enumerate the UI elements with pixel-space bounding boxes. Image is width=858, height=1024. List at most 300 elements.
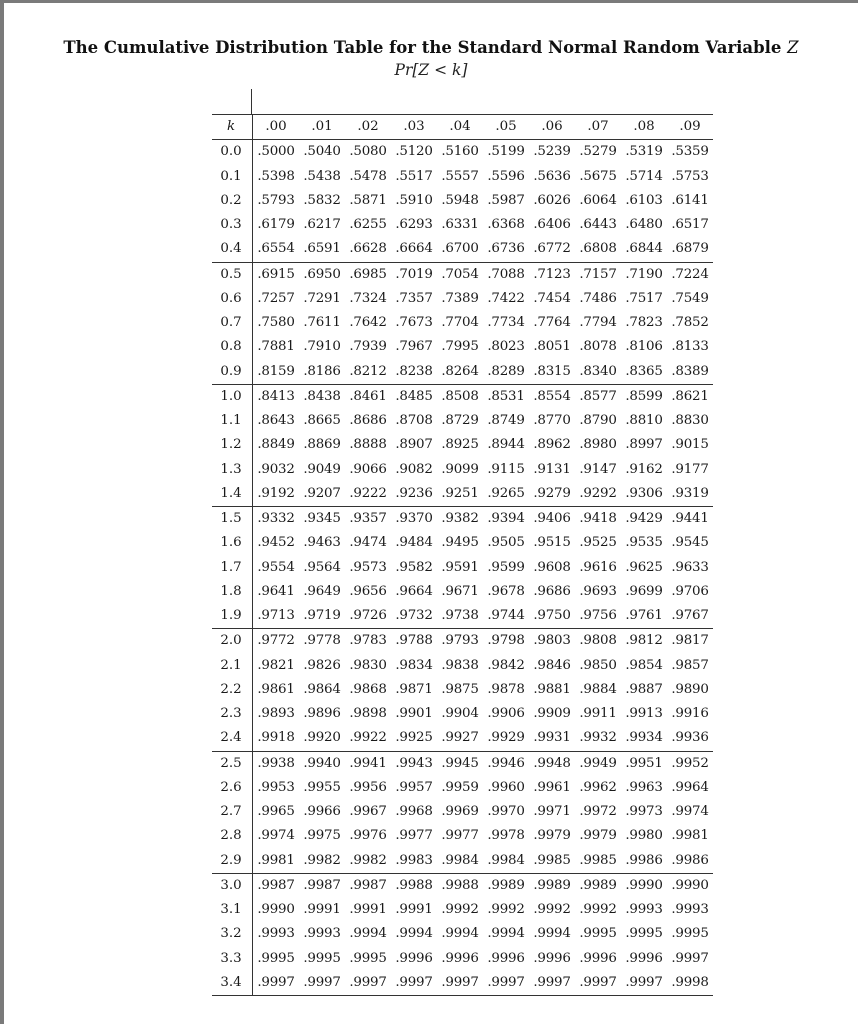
probability-cell: .7422	[487, 290, 525, 306]
k-value-cell: 3.4	[212, 971, 253, 996]
probability-cell: .7910	[303, 339, 341, 355]
table-row	[212, 507, 713, 532]
probability-cell: .8485	[391, 384, 437, 409]
probability-cell: .7190	[621, 262, 667, 287]
probability-cell: .9826	[303, 657, 341, 673]
probability-cell: .9993	[625, 902, 663, 917]
k-value-cell: 0.2	[212, 189, 253, 213]
probability-cell: .7123	[529, 262, 575, 287]
probability-cell: .9265	[487, 485, 525, 501]
probability-cell: .9834	[395, 657, 433, 673]
probability-cell: .7852	[671, 315, 709, 330]
probability-cell: .8686	[349, 413, 387, 428]
probability-cell: .9925	[395, 730, 433, 746]
probability-cell: .9554	[257, 559, 295, 575]
probability-cell: .7995	[441, 339, 479, 355]
table-row	[212, 165, 713, 189]
probability-cell: .6700	[441, 241, 479, 257]
probability-cell: .9997	[621, 971, 667, 996]
probability-cell: .6554	[257, 241, 295, 257]
probability-cell: .9988	[391, 873, 437, 898]
probability-cell: .9989	[575, 873, 621, 898]
probability-cell: .9896	[303, 706, 341, 721]
probability-cell: .9911	[579, 706, 617, 721]
probability-cell: .9406	[529, 507, 575, 532]
table-row	[212, 360, 713, 385]
probability-cell: .9979	[533, 828, 571, 844]
k-value-cell: 2.4	[212, 726, 253, 751]
probability-cell: .9969	[441, 804, 479, 819]
probability-cell: .5359	[671, 144, 709, 160]
probability-cell: .9838	[441, 657, 479, 673]
probability-cell: .9871	[395, 681, 433, 697]
table-header-row	[212, 115, 713, 140]
probability-cell: .9957	[395, 779, 433, 795]
probability-cell: .6255	[349, 217, 387, 232]
probability-cell: .9633	[671, 559, 709, 575]
k-value-cell: 1.3	[212, 458, 253, 482]
table-row	[212, 384, 713, 409]
probability-cell: .7734	[487, 315, 525, 330]
k-value-cell: 2.5	[212, 751, 253, 776]
table-row	[212, 556, 713, 580]
probability-cell: .8078	[579, 339, 617, 355]
probability-cell: .8106	[625, 339, 663, 355]
table-row	[212, 678, 713, 702]
probability-cell: .9686	[533, 583, 571, 599]
k-value-cell: 0.6	[212, 287, 253, 311]
probability-cell: .8790	[579, 413, 617, 428]
probability-cell: .9798	[483, 629, 529, 654]
probability-cell: .5557	[441, 168, 479, 184]
probability-cell: .9983	[395, 852, 433, 868]
probability-cell: .9986	[671, 852, 709, 868]
probability-cell: .9726	[349, 608, 387, 623]
probability-cell: .6406	[533, 217, 571, 232]
probability-cell: .9904	[441, 706, 479, 721]
probability-cell: .9991	[395, 902, 433, 917]
probability-cell: .9505	[487, 535, 525, 551]
probability-cell: .9788	[391, 629, 437, 654]
probability-cell: .9927	[441, 730, 479, 746]
probability-cell: .9974	[671, 804, 709, 819]
table-row	[212, 482, 713, 507]
k-value-cell: 2.1	[212, 654, 253, 678]
k-value-cell: 3.2	[212, 922, 253, 946]
probability-cell: .5753	[671, 168, 709, 184]
probability-cell: .9994	[349, 926, 387, 942]
probability-cell: .9997	[299, 971, 345, 996]
cdf-table	[212, 114, 713, 996]
probability-cell: .9992	[579, 902, 617, 917]
probability-cell: .9961	[533, 779, 571, 795]
table-row	[212, 922, 713, 946]
probability-cell: .7704	[441, 315, 479, 330]
table-row	[212, 702, 713, 726]
probability-cell: .8315	[533, 363, 571, 379]
k-value-cell: 0.8	[212, 335, 253, 359]
probability-cell: .9382	[437, 507, 483, 532]
probability-cell: .9418	[575, 507, 621, 532]
k-value-cell: 1.7	[212, 556, 253, 580]
probability-cell: .6985	[345, 262, 391, 287]
probability-cell: .8869	[303, 437, 341, 453]
title-text: The Cumulative Distribution Table for the Standard Normal Random Variable	[63, 38, 782, 57]
table-row	[212, 189, 713, 213]
probability-cell: .6844	[625, 241, 663, 257]
probability-cell: .7611	[303, 315, 341, 330]
probability-cell: .8907	[395, 437, 433, 453]
probability-cell: .5160	[441, 144, 479, 160]
k-value-cell: 2.8	[212, 824, 253, 848]
probability-cell: .8849	[257, 437, 295, 453]
probability-cell: .8770	[533, 413, 571, 428]
table-row	[212, 654, 713, 678]
probability-cell: .9591	[441, 559, 479, 575]
probability-cell: .9965	[257, 804, 295, 819]
table-row	[212, 751, 713, 776]
page-subtitle: Pr[Z < k]	[394, 61, 468, 79]
probability-cell: .8708	[395, 413, 433, 428]
probability-cell: .6736	[487, 241, 525, 257]
probability-cell: .9984	[487, 852, 525, 868]
probability-cell: .9842	[487, 657, 525, 673]
probability-cell: .9319	[671, 485, 709, 501]
probability-cell: .9985	[579, 852, 617, 868]
table-row	[212, 213, 713, 237]
k-value-cell: 3.1	[212, 898, 253, 922]
probability-cell: .8051	[533, 339, 571, 355]
table-row	[212, 776, 713, 800]
probability-cell: .9988	[437, 873, 483, 898]
probability-cell: .9306	[625, 485, 663, 501]
probability-cell: .9525	[579, 535, 617, 551]
probability-cell: .5832	[303, 192, 341, 208]
probability-cell: .9998	[667, 971, 713, 996]
probability-cell: .9976	[349, 828, 387, 844]
probability-cell: .8665	[303, 413, 341, 428]
probability-cell: .9452	[257, 535, 295, 551]
probability-cell: .9131	[533, 461, 571, 477]
probability-cell: .9987	[253, 873, 300, 898]
probability-cell: .9997	[529, 971, 575, 996]
probability-cell: .9898	[349, 706, 387, 721]
probability-cell: .9996	[487, 950, 525, 966]
probability-cell: .9719	[303, 608, 341, 623]
table-row	[212, 140, 713, 165]
probability-cell: .9656	[349, 583, 387, 599]
probability-cell: .9977	[441, 828, 479, 844]
probability-cell: .9955	[303, 779, 341, 795]
probability-cell: .8461	[345, 384, 391, 409]
probability-cell: .9934	[625, 730, 663, 746]
probability-cell: .5987	[487, 192, 525, 208]
k-value-cell: 2.3	[212, 702, 253, 726]
probability-cell: .9997	[437, 971, 483, 996]
probability-cell: .9918	[257, 730, 295, 746]
table-row	[212, 311, 713, 335]
probability-cell: .9793	[437, 629, 483, 654]
probability-cell: .9995	[349, 950, 387, 966]
probability-cell: .9981	[671, 828, 709, 844]
probability-cell: .9970	[487, 804, 525, 819]
column-header: .07	[575, 115, 621, 140]
probability-cell: .9979	[579, 828, 617, 844]
table-row	[212, 287, 713, 311]
probability-cell: .9985	[533, 852, 571, 868]
probability-cell: .6480	[625, 217, 663, 232]
probability-cell: .9906	[487, 706, 525, 721]
table-row	[212, 629, 713, 654]
probability-cell: .9463	[303, 535, 341, 551]
probability-cell: .9964	[671, 779, 709, 795]
probability-cell: .9015	[671, 437, 709, 453]
probability-cell: .8888	[349, 437, 387, 453]
probability-cell: .9292	[579, 485, 617, 501]
probability-cell: .7673	[395, 315, 433, 330]
probability-cell: .9962	[579, 779, 617, 795]
probability-cell: .9990	[621, 873, 667, 898]
probability-cell: .7019	[391, 262, 437, 287]
k-column-header: k	[212, 115, 253, 140]
table-row	[212, 873, 713, 898]
probability-cell: .7517	[625, 290, 663, 306]
probability-cell: .9953	[257, 779, 295, 795]
probability-cell: .9808	[575, 629, 621, 654]
probability-cell: .9963	[625, 779, 663, 795]
probability-cell: .9975	[303, 828, 341, 844]
probability-cell: .8133	[671, 339, 709, 355]
probability-cell: .9850	[579, 657, 617, 673]
probability-cell: .5517	[395, 168, 433, 184]
probability-cell: .9817	[667, 629, 713, 654]
probability-cell: .9977	[395, 828, 433, 844]
column-header: .06	[529, 115, 575, 140]
probability-cell: .9981	[257, 852, 295, 868]
probability-cell: .9846	[533, 657, 571, 673]
probability-cell: .6517	[671, 217, 709, 232]
probability-cell: .8159	[257, 363, 295, 379]
probability-cell: .9699	[625, 583, 663, 599]
probability-cell: .9916	[671, 706, 709, 721]
probability-cell: .9997	[671, 950, 709, 966]
probability-cell: .8340	[579, 363, 617, 379]
probability-cell: .6026	[533, 192, 571, 208]
probability-cell: .6064	[579, 192, 617, 208]
probability-cell: .7642	[349, 315, 387, 330]
probability-cell: .9951	[621, 751, 667, 776]
probability-cell: .6628	[349, 241, 387, 257]
k-value-cell: 0.5	[212, 262, 253, 287]
probability-cell: .6141	[671, 192, 709, 208]
probability-cell: .8944	[487, 437, 525, 453]
probability-cell: .9861	[257, 681, 295, 697]
probability-cell: .9996	[533, 950, 571, 966]
probability-cell: .9978	[487, 828, 525, 844]
probability-cell: .5279	[579, 144, 617, 160]
probability-cell: .6331	[441, 217, 479, 232]
probability-cell: .5319	[625, 144, 663, 160]
probability-cell: .9994	[487, 926, 525, 942]
probability-cell: .9986	[625, 852, 663, 868]
probability-cell: .9884	[579, 681, 617, 697]
probability-cell: .9207	[303, 485, 341, 501]
probability-cell: .9222	[349, 485, 387, 501]
probability-cell: .7324	[349, 290, 387, 306]
probability-cell: .5239	[533, 144, 571, 160]
probability-cell: .9854	[625, 657, 663, 673]
probability-cell: .9693	[579, 583, 617, 599]
probability-cell: .9966	[303, 804, 341, 819]
probability-cell: .9573	[349, 559, 387, 575]
probability-cell: .9864	[303, 681, 341, 697]
table-row	[212, 335, 713, 359]
column-header: .01	[299, 115, 345, 140]
probability-cell: .5636	[533, 168, 571, 184]
probability-cell: .8925	[441, 437, 479, 453]
probability-cell: .9082	[395, 461, 433, 477]
probability-cell: .9236	[395, 485, 433, 501]
probability-cell: .7291	[303, 290, 341, 306]
probability-cell: .9909	[533, 706, 571, 721]
probability-cell: .7486	[579, 290, 617, 306]
probability-cell: .9812	[621, 629, 667, 654]
k-value-cell: 0.0	[212, 140, 253, 165]
probability-cell: .9920	[303, 730, 341, 746]
probability-cell: .7088	[483, 262, 529, 287]
probability-cell: .9515	[533, 535, 571, 551]
page-title	[4, 38, 858, 57]
probability-cell: .9032	[257, 461, 295, 477]
probability-cell: .8554	[529, 384, 575, 409]
probability-cell: .5948	[441, 192, 479, 208]
probability-cell: .6103	[625, 192, 663, 208]
probability-cell: .5398	[257, 168, 295, 184]
probability-cell: .9147	[579, 461, 617, 477]
probability-cell: .7224	[667, 262, 713, 287]
probability-cell: .9987	[345, 873, 391, 898]
probability-cell: .9948	[529, 751, 575, 776]
probability-cell: .9982	[349, 852, 387, 868]
probability-cell: .9936	[671, 730, 709, 746]
probability-cell: .9625	[625, 559, 663, 575]
probability-cell: .7881	[257, 339, 295, 355]
probability-cell: .8531	[483, 384, 529, 409]
probability-cell: .8643	[257, 413, 295, 428]
probability-cell: .9994	[533, 926, 571, 942]
probability-cell: .9997	[253, 971, 300, 996]
table-row	[212, 849, 713, 874]
k-value-cell: 1.0	[212, 384, 253, 409]
table-row	[212, 531, 713, 555]
probability-cell: .6950	[299, 262, 345, 287]
probability-cell: .9974	[257, 828, 295, 844]
probability-cell: .9890	[671, 681, 709, 697]
probability-cell: .9971	[533, 804, 571, 819]
probability-cell: .5438	[303, 168, 341, 184]
table-row	[212, 458, 713, 482]
probability-cell: .9495	[441, 535, 479, 551]
probability-cell: .9996	[625, 950, 663, 966]
probability-cell: .7257	[257, 290, 295, 306]
probability-cell: .5793	[257, 192, 295, 208]
probability-cell: .6591	[303, 241, 341, 257]
k-value-cell: 3.3	[212, 947, 253, 971]
probability-cell: .5871	[349, 192, 387, 208]
k-value-cell: 1.8	[212, 580, 253, 604]
probability-cell: .8289	[487, 363, 525, 379]
probability-cell: .9868	[349, 681, 387, 697]
probability-cell: .7794	[579, 315, 617, 330]
probability-cell: .7389	[441, 290, 479, 306]
probability-cell: .9901	[395, 706, 433, 721]
probability-cell: .5000	[257, 144, 295, 160]
probability-cell: .9535	[625, 535, 663, 551]
column-header: .08	[621, 115, 667, 140]
probability-cell: .7549	[671, 290, 709, 306]
probability-cell: .7454	[533, 290, 571, 306]
probability-cell: .7157	[575, 262, 621, 287]
probability-cell: .9713	[257, 608, 295, 623]
probability-cell: .9994	[395, 926, 433, 942]
probability-cell: .9750	[533, 608, 571, 623]
k-value-cell: 1.1	[212, 409, 253, 433]
probability-cell: .8389	[671, 363, 709, 379]
probability-cell: .9671	[441, 583, 479, 599]
probability-cell: .6443	[579, 217, 617, 232]
probability-cell: .8577	[575, 384, 621, 409]
probability-cell: .5120	[395, 144, 433, 160]
probability-cell: .9987	[299, 873, 345, 898]
probability-cell: .9929	[487, 730, 525, 746]
probability-cell: .9875	[441, 681, 479, 697]
table-body	[212, 140, 713, 996]
probability-cell: .9996	[395, 950, 433, 966]
probability-cell: .9997	[575, 971, 621, 996]
probability-cell: .9994	[441, 926, 479, 942]
probability-cell: .9582	[395, 559, 433, 575]
probability-cell: .9991	[303, 902, 341, 917]
probability-cell: .9943	[391, 751, 437, 776]
probability-cell: .9995	[625, 926, 663, 942]
table-row	[212, 947, 713, 971]
probability-cell: .9996	[441, 950, 479, 966]
probability-cell: .9177	[671, 461, 709, 477]
probability-cell: .9959	[441, 779, 479, 795]
probability-cell: .6179	[257, 217, 295, 232]
probability-cell: .9732	[395, 608, 433, 623]
k-value-cell: 2.2	[212, 678, 253, 702]
probability-cell: .9641	[257, 583, 295, 599]
table-row	[212, 824, 713, 848]
probability-cell: .9545	[671, 535, 709, 551]
probability-cell: .9941	[345, 751, 391, 776]
probability-cell: .5714	[625, 168, 663, 184]
probability-cell: .7823	[625, 315, 663, 330]
column-header: .02	[345, 115, 391, 140]
column-header: .09	[667, 115, 713, 140]
probability-cell: .8508	[437, 384, 483, 409]
probability-cell: .9980	[625, 828, 663, 844]
probability-cell: .9992	[533, 902, 571, 917]
probability-cell: .9932	[579, 730, 617, 746]
table-row	[212, 604, 713, 629]
k-value-cell: 1.6	[212, 531, 253, 555]
probability-cell: .5080	[349, 144, 387, 160]
column-header: .00	[253, 115, 300, 140]
table-row	[212, 237, 713, 262]
probability-cell: .9973	[625, 804, 663, 819]
